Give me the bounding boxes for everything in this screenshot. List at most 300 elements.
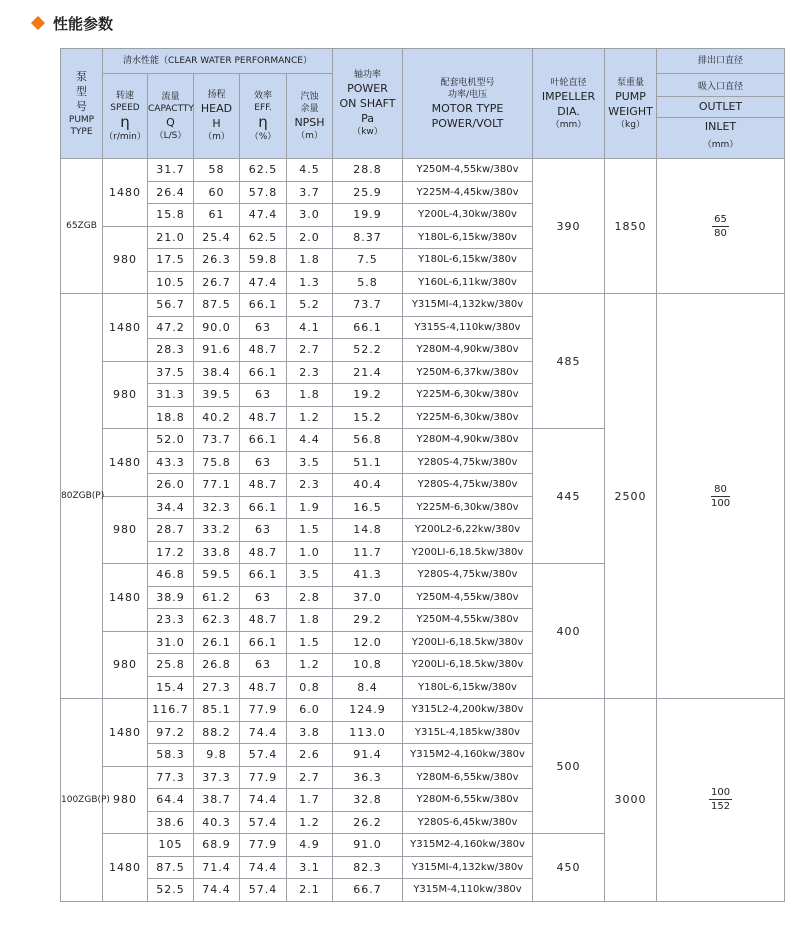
head-cell: 38.7 (194, 789, 240, 812)
capacity-cell: 47.2 (148, 316, 194, 339)
eff-cell: 48.7 (240, 541, 287, 564)
impeller-header (533, 49, 605, 159)
capacity-cell: 87.5 (148, 856, 194, 879)
header-text: （m） (296, 130, 323, 141)
table-header (61, 49, 785, 159)
eff-cell: 77.9 (240, 834, 287, 857)
capacity-cell: 34.4 (148, 496, 194, 519)
motor-cell: Y200LI-6,18.5kw/380v (403, 654, 533, 677)
header-text: H (212, 117, 221, 130)
header-text: 流量 (161, 91, 180, 102)
header-text: SPEED (110, 102, 140, 113)
power-cell: 32.8 (333, 789, 403, 812)
npsh-cell: 5.2 (287, 294, 333, 317)
capacity-cell: 43.3 (148, 451, 194, 474)
power-header (333, 49, 403, 159)
eff-cell: 74.4 (240, 856, 287, 879)
head-cell: 9.8 (194, 744, 240, 767)
motor-header (403, 49, 533, 159)
capacity-cell: 31.3 (148, 384, 194, 407)
speed-cell: 980 (103, 766, 148, 834)
motor-cell: Y280S-4,75kw/380v (403, 564, 533, 587)
npsh-cell: 1.2 (287, 654, 333, 677)
eff-cell: 48.7 (240, 609, 287, 632)
speed-cell: 1480 (103, 564, 148, 632)
head-cell: 71.4 (194, 856, 240, 879)
motor-cell: Y180L-6,15kw/380v (403, 676, 533, 699)
inlet-value: 100 (710, 497, 731, 509)
npsh-cell: 4.4 (287, 429, 333, 452)
npsh-cell: 2.7 (287, 339, 333, 362)
eff-cell: 66.1 (240, 496, 287, 519)
npsh-cell: 2.8 (287, 586, 333, 609)
header-text: EFF. (254, 102, 272, 113)
head-cell: 26.8 (194, 654, 240, 677)
motor-cell: Y315S-4,110kw/380v (403, 316, 533, 339)
head-cell: 74.4 (194, 879, 240, 902)
power-cell: 15.2 (333, 406, 403, 429)
pump-type-header (61, 49, 103, 159)
npsh-cell: 3.7 (287, 181, 333, 204)
power-cell: 51.1 (333, 451, 403, 474)
eff-cell: 57.4 (240, 811, 287, 834)
head-cell: 88.2 (194, 721, 240, 744)
head-cell: 62.3 (194, 609, 240, 632)
header-text: PUMP (68, 115, 95, 125)
motor-cell: Y180L-6,15kw/380v (403, 226, 533, 249)
pump-type-cell: 80ZGB(P) (61, 294, 103, 699)
eff-cell: 63 (240, 316, 287, 339)
head-cell: 61 (194, 204, 240, 227)
power-cell: 113.0 (333, 721, 403, 744)
eff-cell: 57.8 (240, 181, 287, 204)
eff-cell: 48.7 (240, 406, 287, 429)
power-cell: 82.3 (333, 856, 403, 879)
power-cell: 7.5 (333, 249, 403, 272)
head-cell: 90.0 (194, 316, 240, 339)
npsh-cell: 3.5 (287, 451, 333, 474)
capacity-cell: 64.4 (148, 789, 194, 812)
npsh-cell: 1.3 (287, 271, 333, 294)
power-cell: 41.3 (333, 564, 403, 587)
motor-cell: Y315MI-4,132kw/380v (403, 856, 533, 879)
outlet-value: 100 (710, 787, 731, 799)
capacity-cell: 28.7 (148, 519, 194, 542)
power-cell: 37.0 (333, 586, 403, 609)
head-cell: 32.3 (194, 496, 240, 519)
eff-cell: 63 (240, 654, 287, 677)
speed-cell: 1480 (103, 834, 148, 902)
eff-cell: 66.1 (240, 294, 287, 317)
header-text: （r/min） (104, 131, 146, 142)
header-text: CAPACTTY (148, 103, 194, 114)
header-text: 号 (76, 100, 87, 113)
header-text: （mm） (702, 140, 739, 150)
header-text: NPSH (294, 115, 325, 129)
header-text: （L/S） (154, 130, 187, 141)
header-text: 配套电机型号 (440, 77, 495, 88)
motor-cell: Y280S-6,45kw/380v (403, 811, 533, 834)
header-text: DIA. (557, 104, 580, 118)
header-text: INLET (704, 120, 737, 133)
eff-cell: 63 (240, 451, 287, 474)
capacity-cell: 56.7 (148, 294, 194, 317)
npsh-cell: 1.8 (287, 249, 333, 272)
head-cell: 61.2 (194, 586, 240, 609)
impeller-dia-cell: 485 (533, 294, 605, 429)
motor-cell: Y200LI-6,18.5kw/380v (403, 541, 533, 564)
head-cell: 40.3 (194, 811, 240, 834)
motor-cell: Y200L-4,30kw/380v (403, 204, 533, 227)
performance-table (60, 48, 785, 902)
head-cell: 73.7 (194, 429, 240, 452)
motor-cell: Y225M-6,30kw/380v (403, 406, 533, 429)
capacity-cell: 17.2 (148, 541, 194, 564)
power-cell: 12.0 (333, 631, 403, 654)
table-row (61, 699, 785, 722)
eff-cell: 59.8 (240, 249, 287, 272)
diamond-bullet-icon (31, 16, 45, 30)
diameter-cell (657, 699, 785, 902)
capacity-cell: 21.0 (148, 226, 194, 249)
power-cell: 8.37 (333, 226, 403, 249)
pump-type-cell: 65ZGB (61, 159, 103, 294)
inlet-value: 152 (710, 801, 731, 813)
impeller-dia-cell: 450 (533, 834, 605, 902)
eff-cell: 57.4 (240, 879, 287, 902)
outlet-value: 65 (714, 213, 727, 225)
motor-cell: Y225M-6,30kw/380v (403, 384, 533, 407)
eff-cell: 62.5 (240, 226, 287, 249)
npsh-cell: 4.1 (287, 316, 333, 339)
npsh-cell: 1.0 (287, 541, 333, 564)
header-text: MOTOR TYPE (431, 101, 504, 115)
power-cell: 91.0 (333, 834, 403, 857)
npsh-cell: 4.5 (287, 159, 333, 182)
header-text: （m） (203, 132, 230, 142)
power-cell: 56.8 (333, 429, 403, 452)
npsh-cell: 2.7 (287, 766, 333, 789)
npsh-cell: 2.3 (287, 474, 333, 497)
npsh-header (287, 74, 333, 159)
header-text: POWER (347, 82, 388, 95)
speed-cell: 1480 (103, 294, 148, 362)
motor-cell: Y250M-4,55kw/380v (403, 586, 533, 609)
npsh-cell: 0.8 (287, 676, 333, 699)
table-row (61, 159, 785, 182)
power-cell: 19.2 (333, 384, 403, 407)
eff-cell: 63 (240, 384, 287, 407)
power-cell: 16.5 (333, 496, 403, 519)
motor-cell: Y280S-4,75kw/380v (403, 474, 533, 497)
capacity-cell: 38.6 (148, 811, 194, 834)
power-cell: 26.2 (333, 811, 403, 834)
head-cell: 40.2 (194, 406, 240, 429)
header-text: （mm） (550, 119, 587, 130)
speed-cell: 980 (103, 226, 148, 294)
diameter-cell (657, 159, 785, 294)
power-cell: 21.4 (333, 361, 403, 384)
npsh-cell: 1.5 (287, 519, 333, 542)
header-text: 叶轮直径 (550, 77, 587, 88)
npsh-cell: 3.1 (287, 856, 333, 879)
head-cell: 39.5 (194, 384, 240, 407)
npsh-cell: 1.8 (287, 384, 333, 407)
capacity-header (148, 74, 194, 159)
motor-cell: Y250M-6,37kw/380v (403, 361, 533, 384)
power-cell: 14.8 (333, 519, 403, 542)
table-row (61, 294, 785, 317)
head-cell: 33.2 (194, 519, 240, 542)
impeller-dia-cell: 400 (533, 564, 605, 699)
header-text: TYPE (70, 127, 93, 137)
capacity-cell: 17.5 (148, 249, 194, 272)
motor-cell: Y250M-4,55kw/380v (403, 609, 533, 632)
motor-cell: Y280M-4,90kw/380v (403, 339, 533, 362)
head-cell: 33.8 (194, 541, 240, 564)
npsh-cell: 2.6 (287, 744, 333, 767)
npsh-cell: 3.0 (287, 204, 333, 227)
motor-cell: Y280M-4,90kw/380v (403, 429, 533, 452)
power-cell: 66.1 (333, 316, 403, 339)
weight-cell: 1850 (605, 159, 657, 294)
header-text: Q (166, 115, 175, 129)
power-cell: 25.9 (333, 181, 403, 204)
motor-cell: Y315M2-4,160kw/380v (403, 834, 533, 857)
eff-cell: 48.7 (240, 339, 287, 362)
weight-header (605, 49, 657, 159)
outlet-cn-header: 排出口直径 (657, 49, 785, 74)
capacity-cell: 26.4 (148, 181, 194, 204)
header-text: η (258, 112, 268, 131)
head-cell: 37.3 (194, 766, 240, 789)
capacity-cell: 97.2 (148, 721, 194, 744)
header-text: （kw） (352, 127, 383, 137)
motor-cell: Y225M-6,30kw/380v (403, 496, 533, 519)
motor-cell: Y280S-4,75kw/380v (403, 451, 533, 474)
motor-cell: Y280M-6,55kw/380v (403, 789, 533, 812)
npsh-cell: 1.9 (287, 496, 333, 519)
motor-cell: Y315MI-4,132kw/380v (403, 294, 533, 317)
eff-cell: 77.9 (240, 699, 287, 722)
eff-cell: 74.4 (240, 789, 287, 812)
npsh-cell: 2.0 (287, 226, 333, 249)
speed-cell: 980 (103, 631, 148, 699)
speed-cell: 1480 (103, 159, 148, 227)
speed-cell: 1480 (103, 429, 148, 497)
eff-cell: 66.1 (240, 361, 287, 384)
eff-cell: 74.4 (240, 721, 287, 744)
motor-cell: Y200L2-6,22kw/380v (403, 519, 533, 542)
power-cell: 40.4 (333, 474, 403, 497)
capacity-cell: 52.5 (148, 879, 194, 902)
head-cell: 85.1 (194, 699, 240, 722)
motor-cell: Y315M-4,110kw/380v (403, 879, 533, 902)
speed-cell: 980 (103, 496, 148, 564)
head-cell: 27.3 (194, 676, 240, 699)
diameter-cell (657, 294, 785, 699)
speed-cell: 980 (103, 361, 148, 429)
eff-cell: 66.1 (240, 429, 287, 452)
power-cell: 73.7 (333, 294, 403, 317)
npsh-cell: 1.2 (287, 406, 333, 429)
weight-cell: 2500 (605, 294, 657, 699)
motor-cell: Y160L-6,11kw/380v (403, 271, 533, 294)
header-text: WEIGHT (608, 104, 653, 118)
head-cell: 59.5 (194, 564, 240, 587)
power-cell: 91.4 (333, 744, 403, 767)
eff-cell: 47.4 (240, 271, 287, 294)
power-cell: 66.7 (333, 879, 403, 902)
header-text: HEAD (200, 102, 233, 115)
performance-group-header: 清水性能（CLEAR WATER PERFORMANCE） (103, 49, 333, 74)
motor-cell: Y315M2-4,160kw/380v (403, 744, 533, 767)
header-text: 汽蚀 (300, 91, 319, 102)
npsh-cell: 2.3 (287, 361, 333, 384)
capacity-cell: 18.8 (148, 406, 194, 429)
diameter-fraction (712, 213, 729, 240)
eff-cell: 66.1 (240, 631, 287, 654)
head-cell: 58 (194, 159, 240, 182)
header-text: 泵重量 (617, 77, 645, 88)
power-cell: 8.4 (333, 676, 403, 699)
eff-cell: 48.7 (240, 474, 287, 497)
header-text: PUMP (615, 89, 646, 103)
npsh-cell: 1.8 (287, 609, 333, 632)
capacity-cell: 10.5 (148, 271, 194, 294)
power-cell: 19.9 (333, 204, 403, 227)
header-text: 余量 (300, 103, 319, 114)
header-text: OUTLET (657, 97, 784, 118)
power-cell: 124.9 (333, 699, 403, 722)
motor-cell: Y280M-6,55kw/380v (403, 766, 533, 789)
header-text: 转速 (115, 90, 134, 101)
header-text: IMPELLER (541, 89, 596, 103)
power-cell: 10.8 (333, 654, 403, 677)
header-text: 型 (76, 85, 87, 98)
head-cell: 68.9 (194, 834, 240, 857)
capacity-cell: 46.8 (148, 564, 194, 587)
header-text: （kg） (616, 119, 645, 130)
npsh-cell: 6.0 (287, 699, 333, 722)
header-text: 吸入口直径 (657, 78, 784, 97)
capacity-cell: 31.0 (148, 631, 194, 654)
power-cell: 5.8 (333, 271, 403, 294)
head-cell: 77.1 (194, 474, 240, 497)
section-title: 性能参数 (53, 14, 114, 33)
table-body (61, 159, 785, 902)
capacity-cell: 23.3 (148, 609, 194, 632)
inlet-value: 80 (714, 227, 727, 239)
npsh-cell: 3.5 (287, 564, 333, 587)
capacity-cell: 28.3 (148, 339, 194, 362)
outlet-value: 80 (711, 483, 730, 497)
eff-cell: 63 (240, 519, 287, 542)
power-cell: 11.7 (333, 541, 403, 564)
head-cell: 91.6 (194, 339, 240, 362)
power-cell: 52.2 (333, 339, 403, 362)
eff-cell: 62.5 (240, 159, 287, 182)
head-cell: 75.8 (194, 451, 240, 474)
power-cell: 28.8 (333, 159, 403, 182)
motor-cell: Y180L-6,15kw/380v (403, 249, 533, 272)
weight-cell: 3000 (605, 699, 657, 902)
capacity-cell: 77.3 (148, 766, 194, 789)
head-cell: 26.1 (194, 631, 240, 654)
capacity-cell: 58.3 (148, 744, 194, 767)
diameter-fraction (711, 483, 730, 510)
capacity-cell: 116.7 (148, 699, 194, 722)
eff-cell: 57.4 (240, 744, 287, 767)
eff-header (240, 74, 287, 159)
head-cell: 38.4 (194, 361, 240, 384)
head-cell: 87.5 (194, 294, 240, 317)
capacity-cell: 15.4 (148, 676, 194, 699)
header-text: 轴功率 (354, 70, 382, 80)
diameter-fraction (709, 786, 732, 813)
header-text: Pa (361, 112, 374, 125)
head-cell: 26.7 (194, 271, 240, 294)
eff-cell: 63 (240, 586, 287, 609)
section-header (33, 12, 113, 34)
npsh-cell: 2.1 (287, 879, 333, 902)
motor-cell: Y315L2-4,200kw/380v (403, 699, 533, 722)
eff-cell: 77.9 (240, 766, 287, 789)
impeller-dia-cell: 500 (533, 699, 605, 834)
header-text: 扬程 (207, 90, 226, 100)
eff-cell: 66.1 (240, 564, 287, 587)
power-cell: 29.2 (333, 609, 403, 632)
capacity-cell: 15.8 (148, 204, 194, 227)
impeller-dia-cell: 390 (533, 159, 605, 294)
capacity-cell: 37.5 (148, 361, 194, 384)
header-text: POWER/VOLT (431, 116, 504, 130)
npsh-cell: 3.8 (287, 721, 333, 744)
header-text: 效率 (253, 90, 272, 101)
header-text: 功率/电压 (447, 89, 488, 100)
capacity-cell: 38.9 (148, 586, 194, 609)
pump-type-cell: 100ZGB(P) (61, 699, 103, 902)
motor-cell: Y200LI-6,18.5kw/380v (403, 631, 533, 654)
speed-header (103, 74, 148, 159)
motor-cell: Y315L-4,185kw/380v (403, 721, 533, 744)
head-cell: 60 (194, 181, 240, 204)
npsh-cell: 4.9 (287, 834, 333, 857)
header-text: （%） (249, 131, 277, 142)
power-cell: 36.3 (333, 766, 403, 789)
npsh-cell: 1.5 (287, 631, 333, 654)
motor-cell: Y250M-4,55kw/380v (403, 159, 533, 182)
head-cell: 25.4 (194, 226, 240, 249)
capacity-cell: 105 (148, 834, 194, 857)
diameter-header (657, 74, 785, 159)
npsh-cell: 1.2 (287, 811, 333, 834)
motor-cell: Y225M-4,45kw/380v (403, 181, 533, 204)
capacity-cell: 52.0 (148, 429, 194, 452)
header-text: ON SHAFT (339, 97, 396, 110)
eff-cell: 47.4 (240, 204, 287, 227)
head-cell: 26.3 (194, 249, 240, 272)
npsh-cell: 1.7 (287, 789, 333, 812)
header-text: η (120, 112, 130, 131)
capacity-cell: 31.7 (148, 159, 194, 182)
speed-cell: 1480 (103, 699, 148, 767)
capacity-cell: 26.0 (148, 474, 194, 497)
head-header (194, 74, 240, 159)
header-text: 泵 (76, 70, 87, 83)
impeller-dia-cell: 445 (533, 429, 605, 564)
capacity-cell: 25.8 (148, 654, 194, 677)
